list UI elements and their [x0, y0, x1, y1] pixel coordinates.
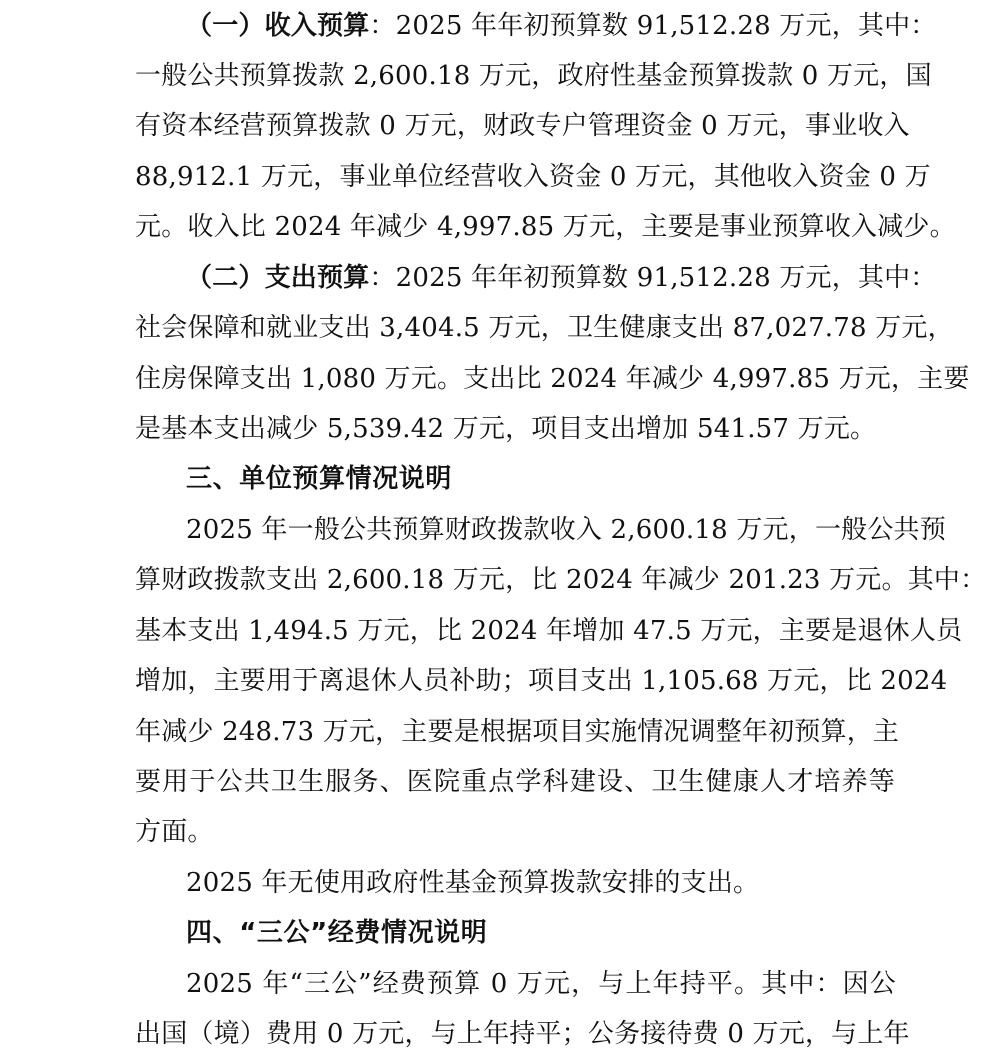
- expense-budget-label: （二）支出预算: [186, 263, 370, 293]
- expense-paragraph-line-4: 是基本支出减少 5,539.42 万元，项目支出增加 541.57 万元。: [135, 414, 877, 444]
- expense-line-1-text: ：2025 年年初预算数 91,512.28 万元，其中：: [369, 263, 937, 293]
- expense-paragraph-line-3: 住房保障支出 1,080 万元。支出比 2024 年减少 4,997.85 万元，主要: [135, 364, 970, 394]
- income-paragraph-line-3: 有资本经营预算拨款 0 万元，财政专户管理资金 0 万元，事业收入: [135, 111, 910, 141]
- income-paragraph-line-1: [186, 9, 937, 43]
- income-budget-label: （一）收入预算: [186, 11, 370, 41]
- fund-paragraph-line: 2025 年无使用政府性基金预算拨款安排的支出。: [186, 868, 760, 898]
- unit-paragraph-line-5: 年减少 248.73 万元，主要是根据项目实施情况调整年初预算，主: [135, 717, 900, 747]
- unit-paragraph-line-4: 增加，主要用于离退休人员补助；项目支出 1,105.68 万元，比 2024: [135, 666, 948, 696]
- expense-paragraph-line-1: [186, 261, 937, 295]
- unit-paragraph-line-3: 基本支出 1,494.5 万元，比 2024 年增加 47.5 万元，主要是退休人员: [135, 616, 963, 646]
- unit-paragraph-line-1: 2025 年一般公共预算财政拨款收入 2,600.18 万元，一般公共预: [186, 515, 946, 545]
- income-paragraph-line-5: 元。收入比 2024 年减少 4,997.85 万元，主要是事业预算收入减少。: [135, 212, 956, 242]
- three-public-paragraph-line-2: 出国（境）费用 0 万元，与上年持平；公务接待费 0 万元，与上年: [135, 1019, 910, 1049]
- three-public-paragraph-line-1: 2025 年“三公”经费预算 0 万元，与上年持平。其中：因公: [186, 969, 896, 999]
- unit-paragraph-line-6: 要用于公共卫生服务、医院重点学科建设、卫生健康人才培养等: [135, 767, 895, 797]
- section-heading-unit-budget: 三、单位预算情况说明: [186, 464, 453, 494]
- income-line-1-text: ：2025 年年初预算数 91,512.28 万元，其中：: [369, 11, 937, 41]
- expense-paragraph-line-2: 社会保障和就业支出 3,404.5 万元，卫生健康支出 87,027.78 万元，: [135, 313, 954, 343]
- unit-paragraph-line-7: 方面。: [135, 817, 214, 847]
- income-paragraph-line-2: 一般公共预算拨款 2,600.18 万元，政府性基金预算拨款 0 万元，国: [135, 61, 932, 91]
- unit-paragraph-line-2: 算财政拨款支出 2,600.18 万元，比 2024 年减少 201.23 万元。其中：: [135, 565, 987, 595]
- income-paragraph-line-4: 88,912.1 万元，事业单位经营收入资金 0 万元，其他收入资金 0 万: [135, 162, 931, 192]
- section-heading-three-public: 四、“三公”经费情况说明: [186, 918, 488, 948]
